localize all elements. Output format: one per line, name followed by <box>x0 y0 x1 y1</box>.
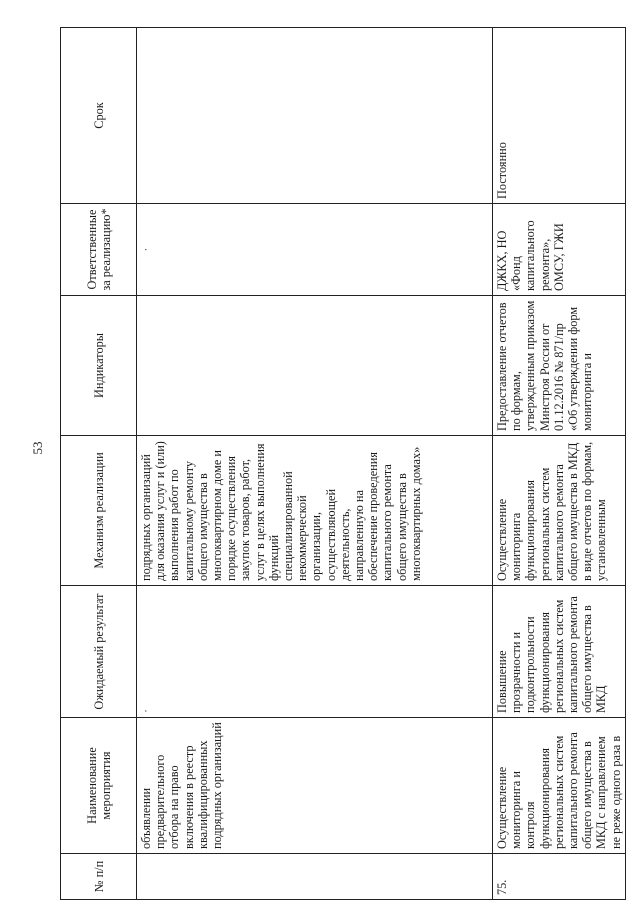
cell-responsible: ДЖКХ, НО «Фонд капитального ремонта», ОМСУ, ГЖИ <box>493 204 626 296</box>
header-name: Наименование мероприятия <box>61 718 137 854</box>
cell-num <box>137 854 493 900</box>
measures-table <box>60 27 626 900</box>
cell-mechanism: подрядных организаций для оказания услуг и (или) выполнения работ по капитальному ремонту общего имущества в многоквартирном доме и порядке осуществления закупок товаров, работ, услуг в целях выполнения функций специализированной некоммерческой организации, осуществляющей деятельность, направленную на обеспечение проведения капитального ремонта общего имущества в многоквартирных домах» <box>137 436 493 586</box>
stray-mark: · <box>139 247 153 252</box>
cell-responsible <box>137 204 493 296</box>
header-num: № п/п <box>61 854 137 900</box>
cell-term <box>137 28 493 204</box>
header-indicators: Индикаторы <box>61 296 137 436</box>
cell-mechanism: Осуществление мониторинга функционирования региональных систем капитального ремонта общего имущества в МКД в виде отчетов по формам, установленным <box>493 436 626 586</box>
rotated-table-container <box>60 28 623 900</box>
header-responsible: Ответственные за реализацию* <box>61 204 137 296</box>
table-header-row <box>61 28 137 900</box>
cell-indicators <box>137 296 493 436</box>
cell-name: Осуществление мониторинга и контроля функционирования региональных систем капитального ремонта общего имущества в МКД с направлением не реже одного раза в <box>493 718 626 854</box>
page-number: 53 <box>30 441 45 455</box>
cell-term: Постоянно <box>493 28 626 204</box>
table-row <box>493 28 626 900</box>
cell-num: 75. <box>493 854 626 900</box>
header-result: Ожидаемый результат <box>61 586 137 718</box>
cell-name: объявлении предварительного отбора на право включения в реестр квалифицированных подрядных организаций <box>137 718 493 854</box>
header-mechanism: Механизм реализации <box>61 436 137 586</box>
stray-mark: · <box>139 708 153 713</box>
cell-result: Повышение прозрачности и подконтрольности функционирования региональных систем капитального ремонта общего имущества в МКД <box>493 586 626 718</box>
header-term: Срок <box>61 28 137 204</box>
cell-result <box>137 586 493 718</box>
cell-indicators: Предоставление отчетов по формам, утвержденным приказом Минстроя России от 01.12.2016 № 871/пр «Об утверждении форм мониторинга и <box>493 296 626 436</box>
table-row <box>137 28 493 900</box>
